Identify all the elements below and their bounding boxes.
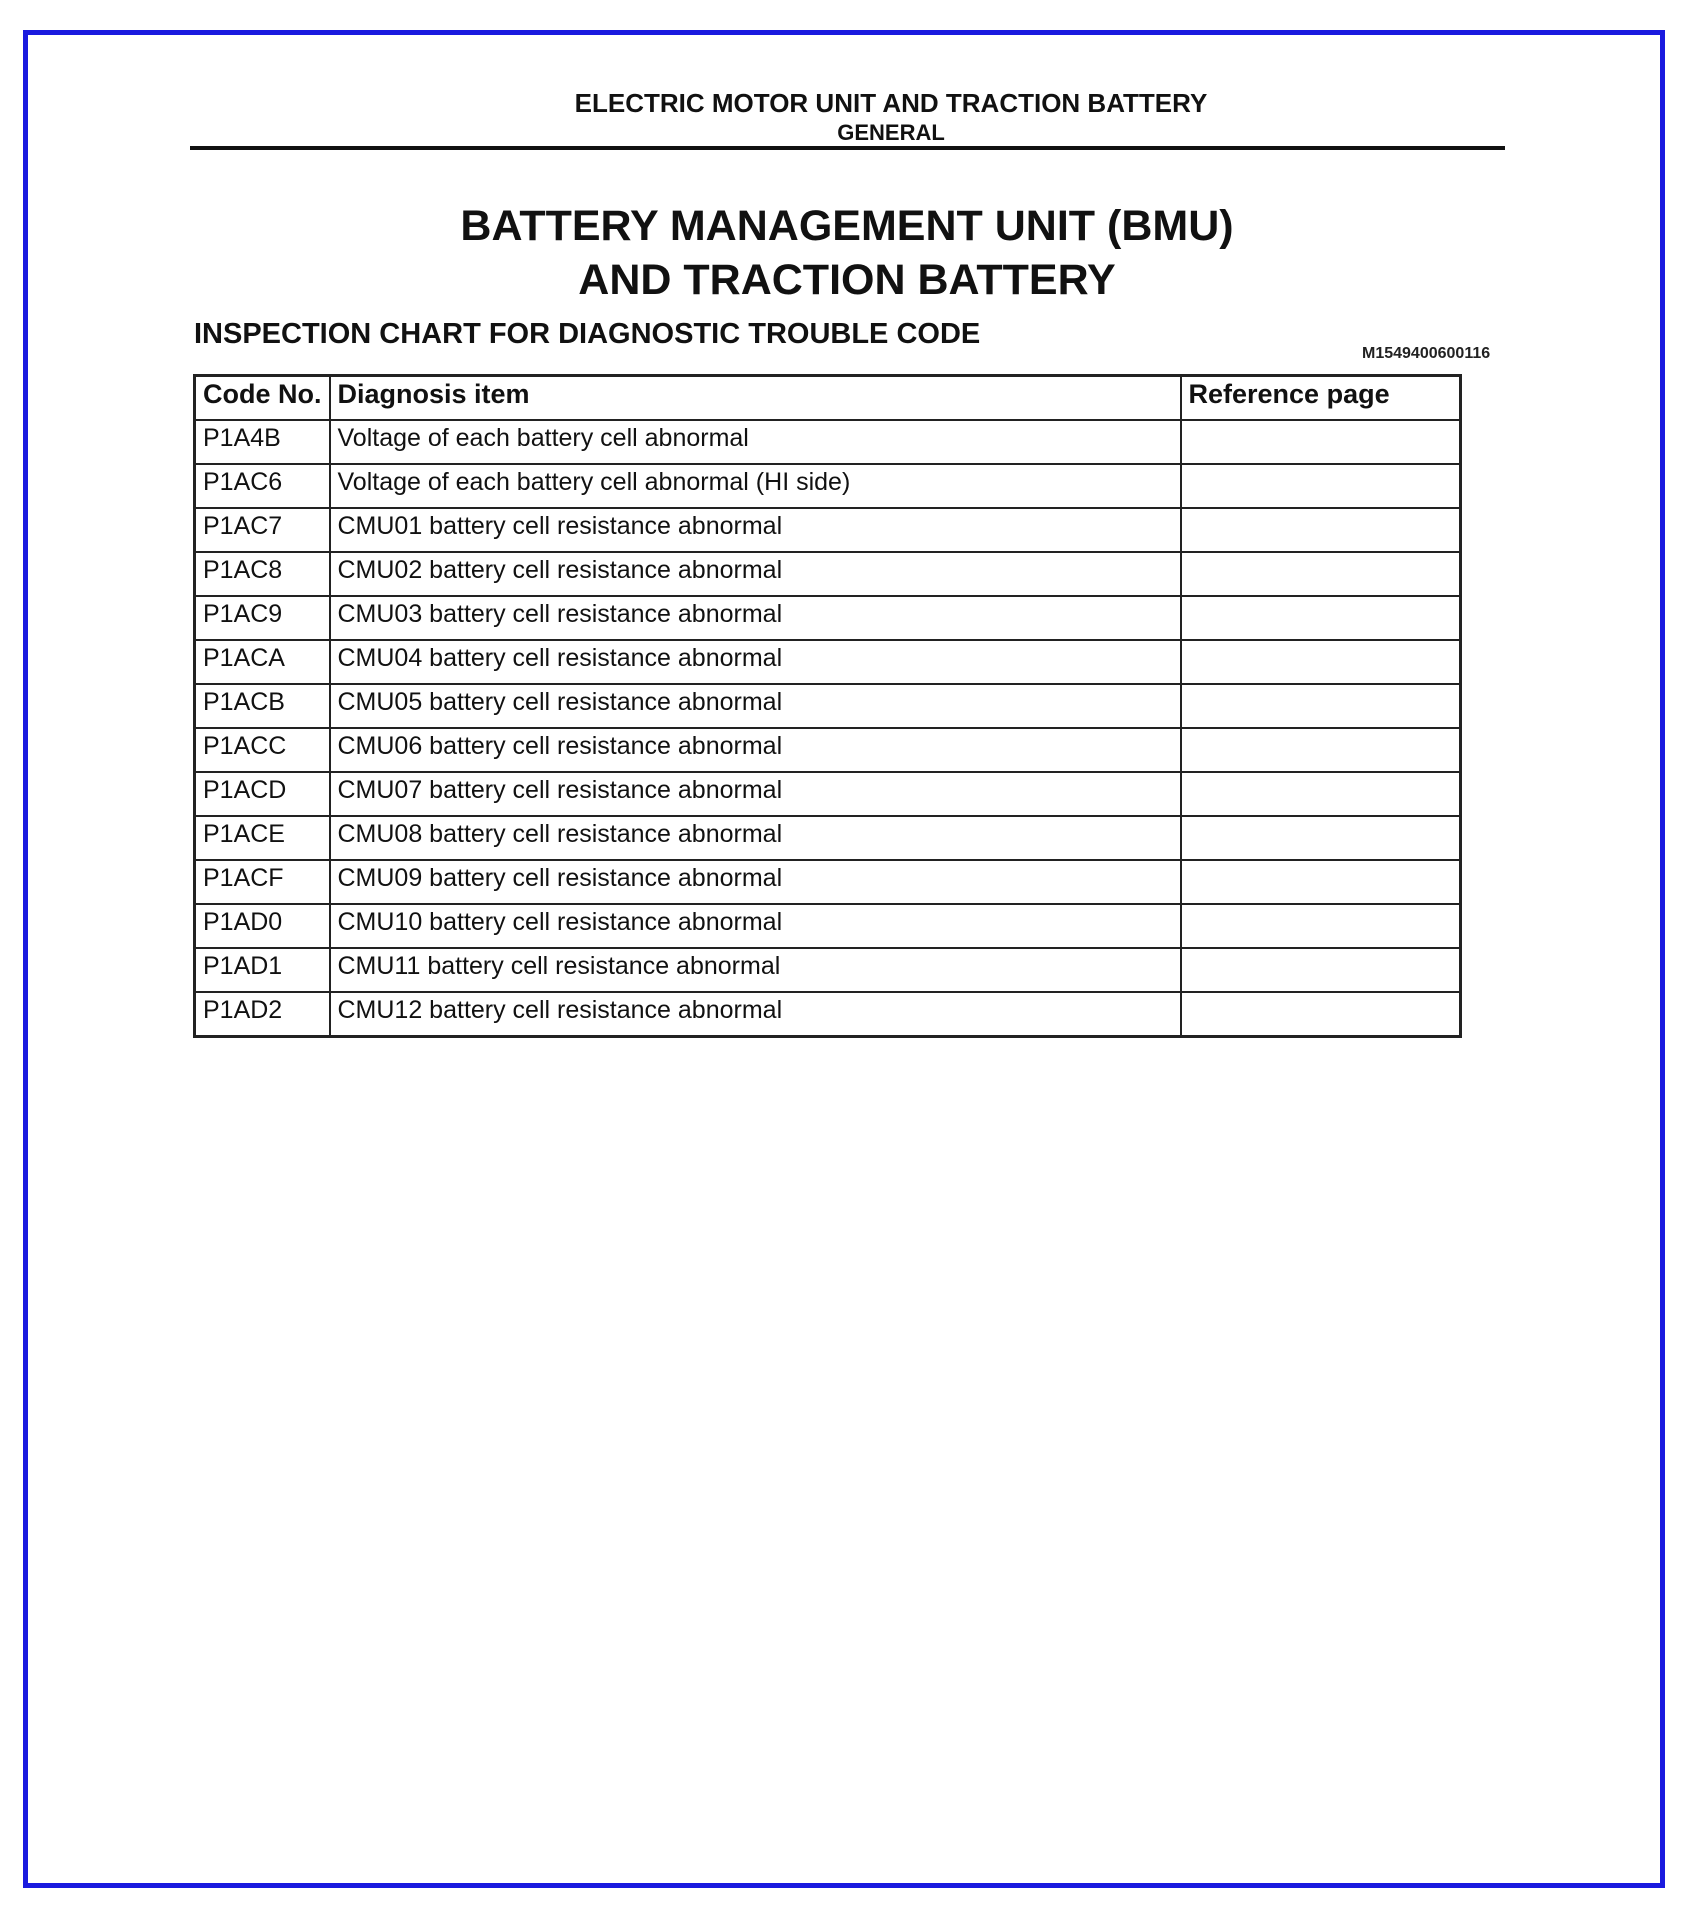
document-id: M1549400600116: [1362, 345, 1491, 362]
cell-diagnosis-item: CMU06 battery cell resistance abnormal: [330, 728, 1181, 772]
cell-diagnosis-item: Voltage of each battery cell abnormal: [330, 420, 1181, 464]
cell-reference-page: [1181, 684, 1461, 728]
cell-reference-page: [1181, 904, 1461, 948]
table-row: [195, 552, 1461, 596]
page-title-line-2: AND TRACTION BATTERY: [578, 256, 1116, 304]
table-row: [195, 508, 1461, 552]
cell-code: P1ACF: [195, 860, 330, 904]
header-subtitle: GENERAL: [837, 120, 945, 145]
cell-code: P1ACB: [195, 684, 330, 728]
table-body: [195, 420, 1461, 1037]
cell-diagnosis-item: CMU02 battery cell resistance abnormal: [330, 552, 1181, 596]
cell-code: P1AD2: [195, 992, 330, 1037]
table-row: [195, 860, 1461, 904]
cell-reference-page: [1181, 816, 1461, 860]
cell-reference-page: [1181, 596, 1461, 640]
cell-reference-page: [1181, 992, 1461, 1037]
cell-diagnosis-item: CMU10 battery cell resistance abnormal: [330, 904, 1181, 948]
cell-code: P1AC7: [195, 508, 330, 552]
cell-code: P1AD1: [195, 948, 330, 992]
table-row: [195, 816, 1461, 860]
column-header-code: Code No.: [195, 376, 330, 421]
cell-diagnosis-item: CMU09 battery cell resistance abnormal: [330, 860, 1181, 904]
cell-diagnosis-item: CMU01 battery cell resistance abnormal: [330, 508, 1181, 552]
cell-code: P1ACD: [195, 772, 330, 816]
cell-code: P1AC8: [195, 552, 330, 596]
table-row: [195, 948, 1461, 992]
table-row: [195, 772, 1461, 816]
cell-reference-page: [1181, 640, 1461, 684]
table-row: [195, 640, 1461, 684]
cell-code: P1AC9: [195, 596, 330, 640]
cell-diagnosis-item: CMU08 battery cell resistance abnormal: [330, 816, 1181, 860]
page-title-line-1: BATTERY MANAGEMENT UNIT (BMU): [460, 202, 1234, 250]
cell-code: P1ACE: [195, 816, 330, 860]
cell-diagnosis-item: CMU11 battery cell resistance abnormal: [330, 948, 1181, 992]
dtc-table: [193, 374, 1462, 1038]
cell-code: P1ACC: [195, 728, 330, 772]
cell-reference-page: [1181, 464, 1461, 508]
header-title: ELECTRIC MOTOR UNIT AND TRACTION BATTERY: [574, 88, 1208, 118]
cell-reference-page: [1181, 860, 1461, 904]
table-row: [195, 596, 1461, 640]
header-divider: [190, 146, 1505, 150]
cell-reference-page: [1181, 772, 1461, 816]
table-row: [195, 684, 1461, 728]
cell-diagnosis-item: CMU04 battery cell resistance abnormal: [330, 640, 1181, 684]
cell-code: P1AC6: [195, 464, 330, 508]
cell-code: P1A4B: [195, 420, 330, 464]
cell-reference-page: [1181, 948, 1461, 992]
section-title: INSPECTION CHART FOR DIAGNOSTIC TROUBLE CODE: [194, 318, 981, 350]
cell-code: P1AD0: [195, 904, 330, 948]
cell-diagnosis-item: CMU12 battery cell resistance abnormal: [330, 992, 1181, 1037]
cell-reference-page: [1181, 552, 1461, 596]
cell-reference-page: [1181, 728, 1461, 772]
table-row: [195, 464, 1461, 508]
table-header-row: [195, 376, 1461, 421]
table-row: [195, 728, 1461, 772]
cell-diagnosis-item: CMU03 battery cell resistance abnormal: [330, 596, 1181, 640]
cell-diagnosis-item: CMU07 battery cell resistance abnormal: [330, 772, 1181, 816]
cell-diagnosis-item: Voltage of each battery cell abnormal (HI side): [330, 464, 1181, 508]
table-row: [195, 904, 1461, 948]
cell-reference-page: [1181, 508, 1461, 552]
cell-code: P1ACA: [195, 640, 330, 684]
cell-reference-page: [1181, 420, 1461, 464]
column-header-reference: Reference page: [1181, 376, 1461, 421]
cell-diagnosis-item: CMU05 battery cell resistance abnormal: [330, 684, 1181, 728]
table-row: [195, 420, 1461, 464]
column-header-diagnosis: Diagnosis item: [330, 376, 1181, 421]
table-row: [195, 992, 1461, 1037]
